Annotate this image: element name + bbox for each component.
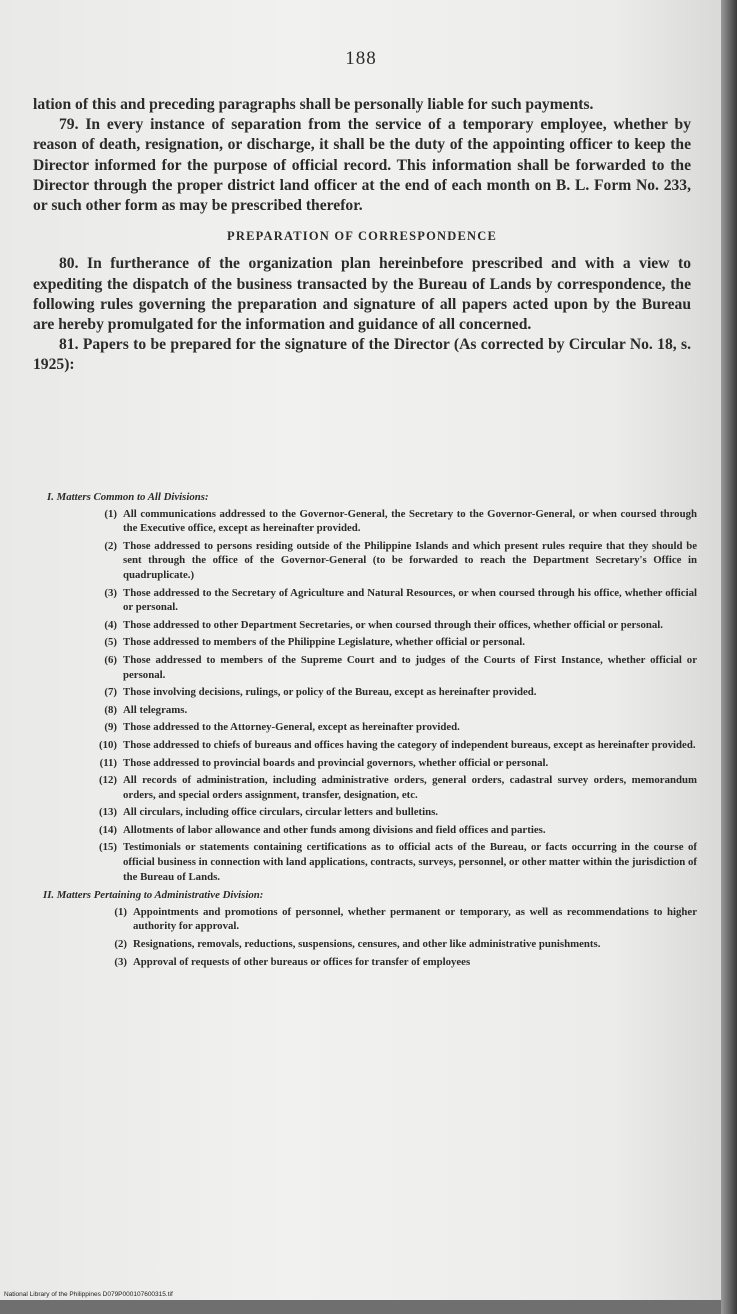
list-item-text: Those involving decisions, rulings, or policy of the Bureau, except as hereinafter provided. [123, 686, 537, 699]
list-item [83, 738, 697, 753]
list-item-text: All circulars, including office circulars, circular letters and bulletins. [123, 806, 438, 819]
list-item [83, 653, 697, 682]
list-item-number: (11) [99, 756, 117, 769]
list-item-number: (7) [104, 686, 117, 699]
list-item [83, 539, 697, 583]
list-item-number: (8) [104, 703, 117, 716]
paragraph-81: 81. Papers to be prepared for the signature of the Director (As corrected by Circular No. 18, s. 1925): [33, 336, 691, 374]
list-item [83, 507, 697, 536]
list-item-text: Those addressed to members of the Philippine Legislature, whether official or personal. [123, 636, 525, 649]
list-item [91, 937, 697, 952]
paragraph-continuation: lation of this and preceding paragraphs shall be personally liable for such payments. [33, 96, 594, 113]
paragraph-80: 80. In furtherance of the organization plan hereinbefore prescribed and with a view to expediting the dispatch of the business transacted by the Bureau of Lands by correspondence, the following rules governing the preparation and signature of all papers acted upon by the Bureau are hereby promulgated for the information and guidance of all concerned. [33, 255, 691, 334]
list-item [83, 618, 697, 633]
list-item-number: (2) [104, 539, 117, 552]
list-item [83, 756, 697, 771]
list-item-number: (4) [104, 618, 117, 631]
list-item [83, 635, 697, 650]
list-item-number: (2) [114, 938, 127, 951]
list-item-number: (1) [104, 507, 117, 520]
list-item-text: Those addressed to provincial boards and provincial governors, whether official or personal. [123, 756, 549, 769]
list-item-number: (14) [99, 823, 117, 836]
list-item [83, 773, 697, 802]
section-1-items [33, 507, 697, 885]
section-2-title: II. Matters Pertaining to Administrative Division: [43, 889, 264, 902]
scan-footer: National Library of the Philippines D079P000107600315.tif [4, 1291, 173, 1298]
list-item [83, 685, 697, 700]
page-number: 188 [345, 48, 377, 69]
section-2-items [33, 905, 697, 969]
list-item-text: All communications addressed to the Governor-General, the Secretary to the Governor-General, or when coursed through the Executive office, except as hereinafter provided. [123, 507, 697, 535]
list-item-number: (9) [104, 721, 117, 734]
paragraph-79: 79. In every instance of separation from the service of a temporary employee, whether by reason of death, resignation, or discharge, it shall be the duty of the appointing officer to keep the Director informed for the purpose of official record. This information shall be forwarded to the Director through the proper district land officer at the end of each month on B. L. Form No. 233, or such other form as may be prescribed therefor. [33, 116, 691, 215]
list-item-text: Those addressed to chiefs of bureaus and offices having the category of independent bureaus, except as hereinafter provided. [123, 738, 696, 751]
list-item-text: Those addressed to members of the Supreme Court and to judges of the Courts of First Instance, whether official or personal. [123, 653, 697, 681]
list-item [83, 840, 697, 884]
list-item-number: (1) [114, 905, 127, 918]
body-text [33, 95, 691, 376]
list-item-text: Those addressed to the Secretary of Agriculture and Natural Resources, or when coursed through his office, whether official or personal. [123, 586, 697, 614]
list-item [83, 823, 697, 838]
list-item-number: (6) [104, 653, 117, 666]
list-item-number: (3) [104, 586, 117, 599]
list-item [91, 955, 697, 970]
list-item-text: All telegrams. [123, 703, 188, 716]
list-item-text: All records of administration, including administrative orders, general orders, cadastral survey orders, memorandum orders, and special orders assignment, transfer, designation, etc. [123, 774, 697, 801]
list-item-text: Resignations, removals, reductions, suspensions, censures, and other like administrative punishments. [133, 938, 601, 951]
list-item-text: Those addressed to persons residing outside of the Philippine Islands and which present rules require that they should be sent through the office of the Governor-General (to be forwarded to reach the Department Secretary's Office in quadruplicate.) [123, 539, 697, 581]
section-heading: PREPARATION OF CORRESPONDENCE [227, 229, 497, 244]
list-item-number: (5) [104, 636, 117, 649]
list-item [83, 586, 697, 615]
list-item-text: Testimonials or statements containing certifications as to official acts of the Bureau, or facts occurring in the course of official business in connection with land applications, contracts, surveys, personnel, or other matter within the jurisdiction of the Bureau of Lands. [123, 841, 697, 883]
list-item [83, 805, 697, 820]
list-item-number: (3) [114, 955, 127, 968]
list-item-text: Appointments and promotions of personnel, whether permanent or temporary, as well as recommendations to higher authority for approval. [133, 905, 697, 933]
page-edge-shadow [721, 0, 737, 1314]
list-item [83, 703, 697, 718]
list-item-text: Those addressed to the Attorney-General, except as hereinafter provided. [123, 721, 460, 734]
list-item [91, 905, 697, 934]
section-1-title: I. Matters Common to All Divisions: [47, 491, 209, 503]
list-item-text: Approval of requests of other bureaus or offices for transfer of employees [133, 955, 471, 968]
list-item-number: (12) [99, 774, 117, 787]
rules-list [33, 490, 697, 972]
list-item [83, 720, 697, 735]
list-item-text: Allotments of labor allowance and other funds among divisions and field offices and parties. [123, 823, 546, 836]
list-item-text: Those addressed to other Department Secretaries, or when coursed through their offices, whether official or personal. [123, 618, 663, 631]
list-item-number: (13) [99, 806, 117, 819]
list-item-number: (15) [99, 841, 117, 854]
list-item-number: (10) [99, 738, 117, 751]
